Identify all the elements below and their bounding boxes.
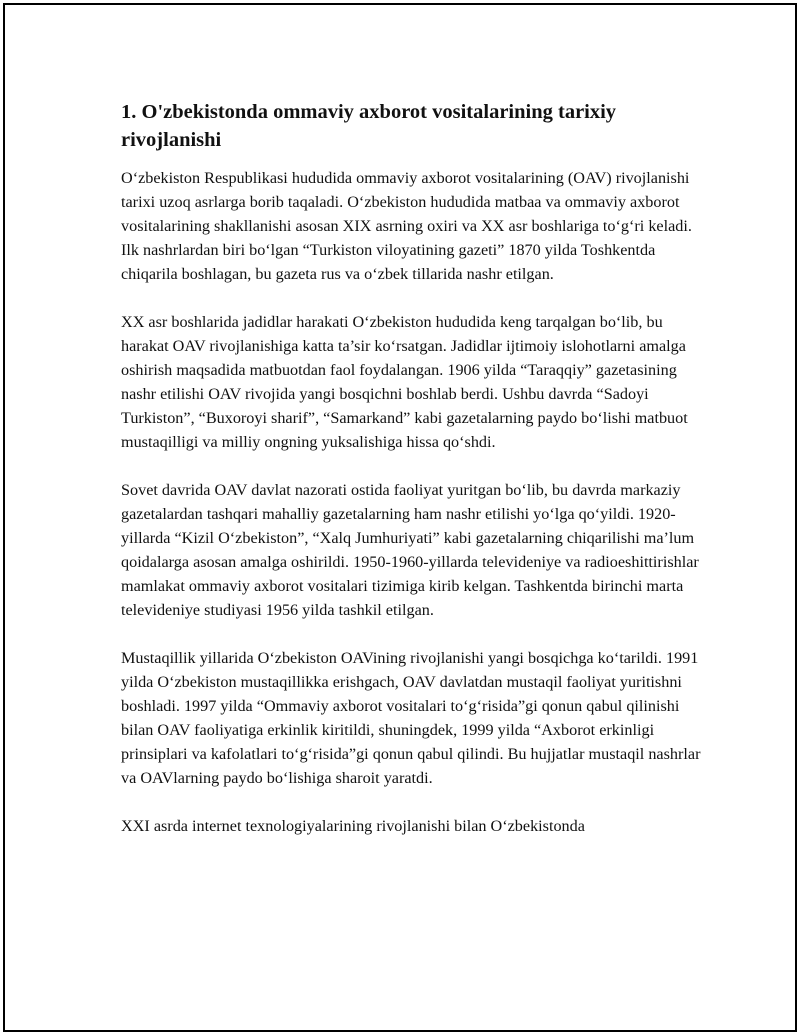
paragraph-2: XX asr boshlarida jadidlar harakati O‘zbekiston hududida keng tarqalgan bo‘lib, bu harakat OAV rivojlanishiga katta ta’sir ko‘rsatgan. Jadidlar ijtimoiy islohotlarni amalga oshirish maqsadida matbuotdan faol foydalangan. 1906 yilda “Taraqqiy” gazetasining nashr etilishi OAV rivojida yangi bosqichni boshlab berdi. Ushbu davrda “Sadoyi Turkiston”, “Buxoroyi sharif”, “Samarkand” kabi gazetalarning paydo bo‘lishi matbuot mustaqilligi va milliy ongning yuksalishiga hissa qo‘shdi. [121, 313, 688, 451]
document-body [121, 98, 705, 862]
paragraph-5: XXI asrda internet texnologiyalarining rivojlanishi bilan O‘zbekistonda [121, 817, 585, 835]
paragraph-1: O‘zbekiston Respublikasi hududida ommaviy axborot vositalarining (OAV) rivojlanishi tarixi uzoq asrlarga borib taqaladi. O‘zbekiston hududida matbaa va ommaviy axborot vositalarining shakllanishi asosan XIX asrning oxiri va XX asr boshlariga to‘g‘ri keladi. Ilk nashrlardan biri bo‘lgan “Turkiston viloyatining gazeti” 1870 yilda Toshkentda chiqarila boshlagan, bu gazeta rus va o‘zbek tillarida nashr etilgan. [121, 169, 692, 283]
paragraph-3: Sovet davrida OAV davlat nazorati ostida faoliyat yuritgan bo‘lib, bu davrda markaziy gazetalardan tashqari mahalliy gazetalarning ham nashr etilishi yo‘lga qo‘yildi. 1920-yillarda “Kizil O‘zbekiston”, “Xalq Jumhuriyati” kabi gazetalarning chiqarilishi ma’lum qoidalarga asosan amalga oshirildi. 1950-1960-yillarda televideniye va radioeshittirishlar mamlakat ommaviy axborot vositalari tizimiga kirib kelgan. Tashkentda birinchi marta televideniye studiyasi 1956 yilda tashkil etilgan. [121, 481, 699, 619]
document-title: 1. O'zbekistonda ommaviy axborot vositalarining tarixiy rivojlanishi [121, 101, 617, 151]
paragraph-4: Mustaqillik yillarida O‘zbekiston OAVining rivojlanishi yangi bosqichga ko‘tarildi. 1991 yilda O‘zbekiston mustaqillikka erishgach, OAV davlatdan mustaqil faoliyat yuritishni boshladi. 1997 yilda “Ommaviy axborot vositalari to‘g‘risida”gi qonun qabul qilinishi bilan OAV faoliyatiga erkinlik kiritildi, shuningdek, 1999 yilda “Axborot erkinligi prinsiplari va kafolatlari to‘g‘risida”gi qonun qabul qilindi. Bu hujjatlar mustaqil nashrlar va OAVlarning paydo bo‘lishiga sharoit yaratdi. [121, 649, 701, 787]
page-frame [3, 3, 797, 1032]
